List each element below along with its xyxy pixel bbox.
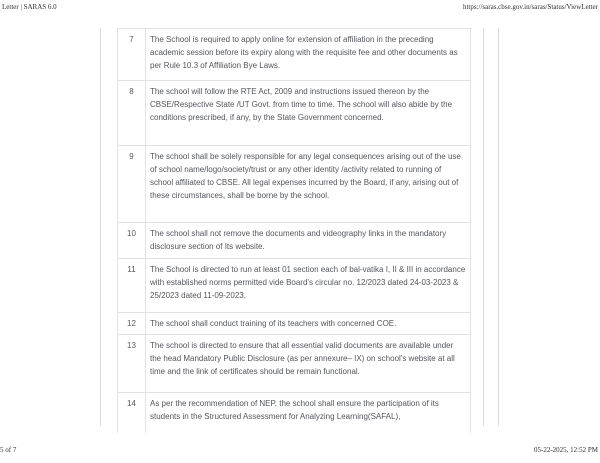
- scrollbar-track-left-edge: [483, 28, 484, 426]
- conditions-table-container: [117, 28, 473, 433]
- table-row: [118, 223, 471, 259]
- table-row: [118, 146, 471, 223]
- table-row: [118, 393, 471, 434]
- condition-number: 7: [118, 29, 146, 81]
- condition-text: The School is required to apply online for extension of affiliation in the preceding academic session before its expiry along with the requisite fee and other documents as per Rule 10.3 of Affiliation Bye Laws.: [150, 35, 458, 70]
- table-row: [118, 259, 471, 313]
- condition-number: 8: [118, 81, 146, 146]
- condition-number: 10: [118, 223, 146, 259]
- letter-panel-left-border: [100, 28, 101, 426]
- print-timestamp: 05-22-2025, 12:52 PM: [534, 446, 598, 454]
- table-row: [118, 81, 471, 146]
- condition-text: The school will follow the RTE Act, 2009 and instructions issued thereon by the CBSE/Respective State /UT Govt. from time to time. The school will also abide by the conditions prescribed, if any, by the State Government concerned.: [150, 87, 453, 122]
- document-url: https://saras.cbse.gov.in/saras/Status/ViewLetter: [462, 3, 598, 11]
- print-header: [0, 3, 600, 11]
- condition-text: As per the recommendation of NEP, the school shall ensure the participation of its students in the Structured Assessment for Analyzing Learning(SAFAL),: [150, 399, 439, 421]
- table-row: [118, 313, 471, 335]
- condition-number: 9: [118, 146, 146, 223]
- condition-number: 13: [118, 335, 146, 393]
- condition-text: The school shall not remove the documents and videography links in the mandatory disclosure section of Its website.: [150, 229, 447, 251]
- table-row: [118, 335, 471, 393]
- page-number: 5 of 7: [0, 446, 17, 454]
- letter-panel-right-border: [498, 28, 499, 426]
- condition-number: 12: [118, 313, 146, 335]
- condition-text: The school shall conduct training of its teachers with concerned COE.: [150, 319, 397, 328]
- condition-text: The School is directed to run at least 01 section each of bal-vatika I, II & III in accordance with established norms permitted vide Board's circular no. 12/2023 dated 24-03-2023 & 25/2023 dated 11-09-2023.: [150, 265, 466, 300]
- conditions-table: [117, 28, 471, 433]
- table-row: [118, 29, 471, 81]
- document-title: Letter | SARAS 6.0: [2, 3, 57, 11]
- condition-number: 11: [118, 259, 146, 313]
- print-footer: [0, 446, 600, 454]
- condition-text: The school shall be solely responsible for any legal consequences arising out of the use of school name/logo/society/trust or any other identity /activity related to running of school affiliated to CBSE. All legal expenses incurred by the Board, if any, arising out of these circumstances, shall be borne by the school.: [150, 152, 461, 200]
- condition-number: 14: [118, 393, 146, 434]
- condition-text: The school is directed to ensure that all essential valid documents are available under the head Mandatory Public Disclosure (as per annexure– IX) on school's website at all time and the link of certificates should be remain functional.: [150, 341, 455, 376]
